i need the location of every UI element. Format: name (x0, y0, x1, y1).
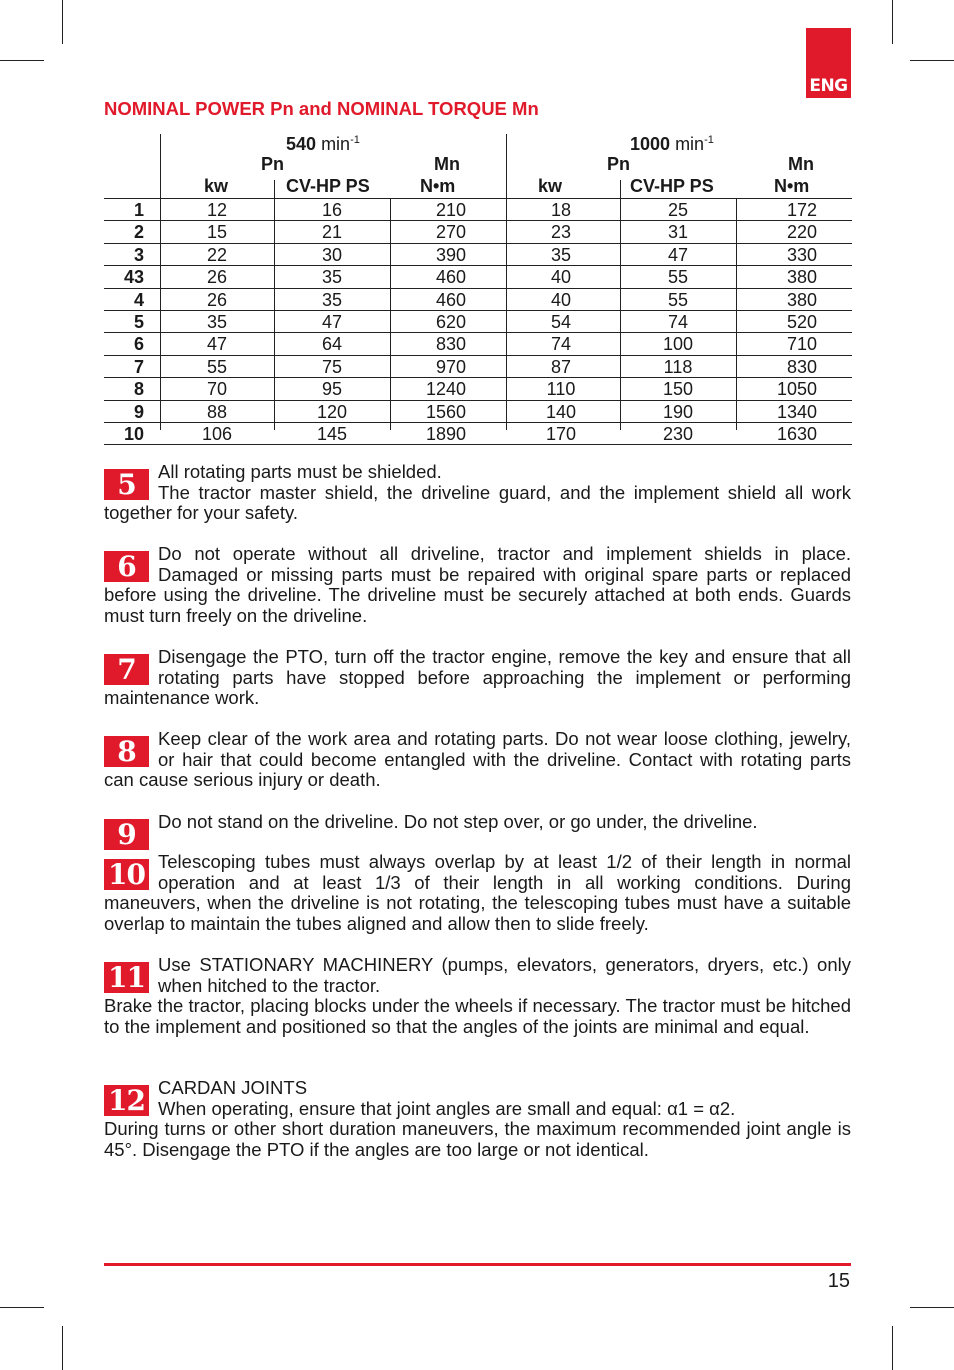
note-text: Keep clear of the work area and rotating parts. Do not wear loose clothing, jewelry, or hair that could become entangled with the driveline. Contact with rotating parts can cause serious injury or death. (104, 728, 851, 791)
table-cell: 100 (662, 334, 694, 355)
note-text: Telescoping tubes must always overlap by at least 1/2 of their length in normal operation and at least 1/3 of their length in all working conditions. During maneuvers, when the driveline is not rotating, the telescoping tubes must have a suitable overlap to maintain the tubes aligned and allow then to slide freely. (104, 851, 851, 934)
speed-header-540: 540 $\min^{-1}$ (286, 134, 360, 154)
table-cell: 55 (206, 356, 228, 377)
table-cell: 110 (546, 379, 576, 400)
table-cell: 54 (550, 311, 572, 332)
table-cell: 15 (206, 222, 228, 243)
table-cell: 23 (550, 222, 572, 243)
crop-mark (62, 1326, 63, 1370)
table-cell: 22 (206, 244, 228, 265)
row-label: 1 (133, 200, 144, 220)
table-row (104, 289, 852, 311)
note-number-badge: 11 (104, 962, 149, 993)
crop-mark (910, 60, 954, 61)
crop-mark (0, 1307, 44, 1308)
row-label: 2 (133, 222, 144, 243)
table-cell: 55 (667, 289, 689, 310)
table-cell: 270 (435, 222, 466, 243)
table-cell: 390 (435, 244, 466, 265)
table-row (104, 378, 852, 400)
table-row (104, 423, 852, 445)
row-label: 6 (133, 334, 144, 355)
safety-note-6 (104, 544, 851, 626)
row-label: 10 (123, 423, 144, 444)
table-row (104, 401, 852, 423)
table-cell: 35 (550, 244, 572, 265)
table-cell: 190 (662, 401, 694, 422)
table-cell: 140 (545, 401, 577, 422)
table-cell: 460 (435, 289, 466, 310)
table-row (104, 199, 852, 221)
table-cell: 210 (435, 200, 466, 220)
table-header (104, 134, 852, 199)
note-text: CARDAN JOINTS When operating, ensure that joint angles are small and equal: α1 = α2. During turns or other short duration maneuvers, the maximum recommended joint angle is 45°. Disengage the PTO if the angles are too large or not identical. (104, 1077, 851, 1160)
table-cell: 380 (786, 267, 817, 288)
table-row (104, 333, 852, 355)
table-cell: 150 (662, 379, 694, 400)
table-row (104, 244, 852, 266)
table-cell: 1890 (425, 423, 466, 444)
table-cell: 26 (206, 289, 228, 310)
page-number: 15 (827, 1270, 850, 1292)
table-row (104, 266, 852, 288)
table-cell: 74 (667, 311, 689, 332)
table-cell: 35 (206, 311, 228, 332)
note-text: Do not stand on the driveline. Do not step over, or go under, the driveline. (158, 811, 758, 832)
note-number-badge: 7 (104, 654, 149, 685)
table-cell: 106 (201, 423, 233, 444)
row-label: 43 (123, 267, 144, 288)
note-text: All rotating parts must be shielded. The tractor master shield, the driveline guard, and the implement shield all work together for your safety. (104, 461, 851, 524)
table-cell: 1240 (425, 379, 466, 400)
table-cell: 970 (435, 356, 466, 377)
table-cell: 95 (321, 379, 343, 400)
cvhp-header: CV-HP PS (286, 176, 370, 196)
kw-header: kw (538, 176, 563, 196)
note-number-badge: 12 (104, 1085, 149, 1116)
table-rule (506, 134, 507, 430)
table-cell: 230 (662, 423, 694, 444)
note-text: Do not operate without all driveline, tractor and implement shields in place. Damaged or missing parts must be repaired with original spare parts or replaced before using the driveline. The driveline must be securely attached at both ends. Guards must turn freely on the driveline. (104, 543, 851, 626)
table-cell: 64 (321, 334, 343, 355)
safety-note-7 (104, 647, 851, 709)
table-cell: 75 (321, 356, 343, 377)
mn-header: Mn (788, 154, 814, 174)
safety-note-10 (104, 852, 851, 934)
table-cell: 47 (206, 334, 228, 355)
row-label: 3 (133, 244, 144, 265)
table-row (104, 311, 852, 333)
table-row (104, 356, 852, 378)
table-cell: 25 (667, 200, 689, 220)
table-cell: 12 (206, 200, 228, 220)
table-cell: 170 (545, 423, 577, 444)
crop-mark (892, 1326, 893, 1370)
safety-note-11 (104, 955, 851, 1037)
table-cell: 21 (321, 222, 343, 243)
note-text: Disengage the PTO, turn off the tractor engine, remove the key and ensure that all rotating parts have stopped before approaching the implement or performing maintenance work. (104, 646, 851, 709)
table-cell: 47 (667, 244, 689, 265)
crop-mark (0, 60, 44, 61)
table-cell: 88 (206, 401, 228, 422)
crop-mark (910, 1307, 954, 1308)
table-row (104, 221, 852, 243)
table-cell: 35 (321, 267, 343, 288)
pn-header: Pn (607, 154, 631, 174)
mn-header: Mn (434, 154, 460, 174)
table-cell: 1340 (776, 401, 817, 422)
table-cell: 74 (550, 334, 572, 355)
row-label: 5 (133, 311, 144, 332)
table-cell: 55 (667, 267, 689, 288)
table-cell: 47 (321, 311, 343, 332)
note-number-badge: 8 (104, 736, 149, 767)
table-cell: 40 (550, 267, 572, 288)
table-cell: 330 (786, 244, 817, 265)
table-rule (390, 198, 391, 430)
note-number-badge: 6 (104, 551, 149, 582)
table-cell: 520 (786, 311, 817, 332)
table-cell: 1050 (776, 379, 817, 400)
table-cell: 460 (435, 267, 466, 288)
table-cell: 16 (321, 200, 343, 220)
table-cell: 70 (206, 379, 228, 400)
table-cell: 830 (786, 356, 817, 377)
table-cell: 120 (316, 401, 348, 422)
speed-header-1000: 1000 $\min^{-1}$ (630, 134, 714, 154)
table-cell: 26 (206, 267, 228, 288)
crop-mark (62, 0, 63, 44)
table-cell: 18 (550, 200, 572, 220)
table-cell: 1560 (425, 401, 466, 422)
table-cell: 172 (786, 200, 817, 220)
safety-note-8 (104, 729, 851, 791)
crop-mark (892, 0, 893, 44)
table-cell: 380 (786, 289, 817, 310)
section-heading: NOMINAL POWER Pn and NOMINAL TORQUE Mn (104, 98, 539, 119)
table-rule (620, 180, 621, 430)
table-cell: 118 (663, 356, 693, 377)
table-rule (736, 198, 737, 430)
table-cell: 1630 (776, 423, 817, 444)
row-label: 7 (133, 356, 144, 377)
pn-header: Pn (261, 154, 285, 174)
row-label: 4 (133, 289, 144, 310)
note-number-badge: 10 (104, 859, 149, 890)
table-cell: 620 (435, 311, 466, 332)
kw-header: kw (204, 176, 229, 196)
power-torque-table (104, 134, 852, 445)
table-rule (274, 180, 275, 430)
table-cell: 710 (786, 334, 817, 355)
table-cell: 30 (321, 244, 343, 265)
nm-header: N•m (774, 176, 810, 196)
table-cell: 87 (550, 356, 572, 377)
note-number-badge: 9 (104, 819, 149, 850)
table-cell: 830 (435, 334, 466, 355)
safety-note-9 (104, 812, 851, 850)
note-text: Use STATIONARY MACHINERY (pumps, elevators, generators, dryers, etc.) only when hitched to the tractor. Brake the tractor, placing blocks under the wheels if necessary. The tractor must be hitched to the implement and positioned so that the angles of the joints are minimal and equal. (104, 954, 851, 1037)
cvhp-header: CV-HP PS (630, 176, 714, 196)
footer-rule (104, 1263, 851, 1266)
row-label: 9 (133, 401, 144, 422)
table-cell: 35 (321, 289, 343, 310)
table-cell: 145 (316, 423, 348, 444)
row-label: 8 (133, 379, 144, 400)
language-tab (806, 28, 851, 98)
safety-note-5 (104, 462, 851, 524)
table-cell: 40 (550, 289, 572, 310)
safety-note-12 (104, 1078, 851, 1160)
nm-header: N•m (420, 176, 456, 196)
table-rule (160, 134, 161, 430)
note-number-badge: 5 (104, 469, 149, 500)
table-cell: 220 (786, 222, 817, 243)
table-body (104, 199, 852, 445)
language-label: ENG (809, 76, 848, 96)
table-cell: 31 (667, 222, 689, 243)
